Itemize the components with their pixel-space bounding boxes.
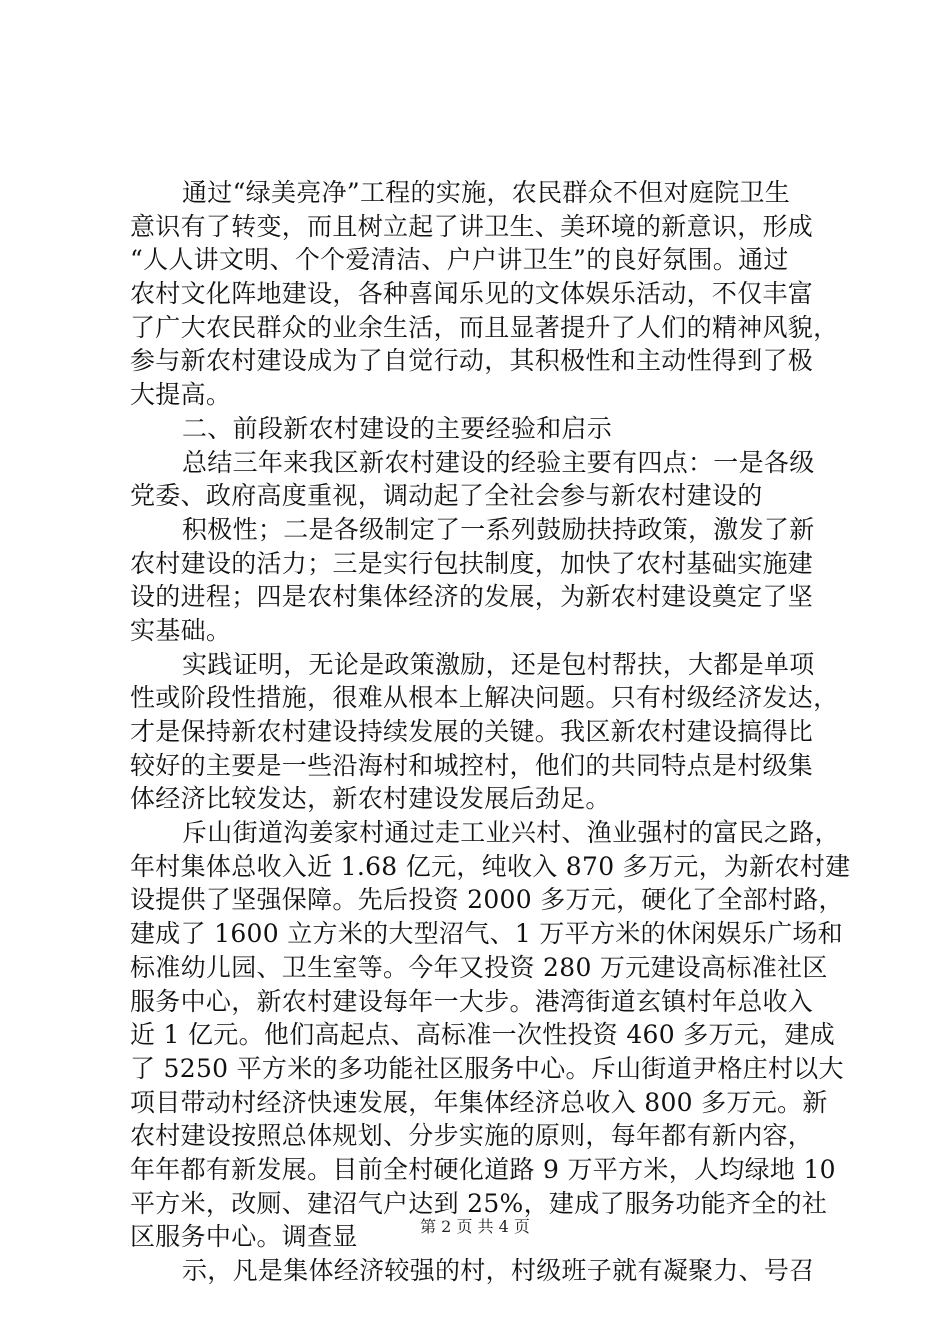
text-line: 斥山街道沟姜家村通过走工业兴村、渔业强村的富民之路， bbox=[182, 818, 840, 848]
text-line: 党委、政府高度重视，调动起了全社会参与新农村建设的 bbox=[130, 481, 763, 511]
text-line: 了 5250 平方米的多功能社区服务中心。斥山街道尹格庄村以大 bbox=[130, 1053, 844, 1083]
text-line: 性或阶段性措施，很难从根本上解决问题。只有村级经济发达， bbox=[130, 683, 839, 713]
text-line: 农村建设按照总体规划、分步实施的原则，每年都有新内容， bbox=[130, 1121, 814, 1151]
text-line: 设提供了坚强保障。先后投资 2000 多万元，硬化了全部村路， bbox=[130, 885, 844, 915]
text-line: 标准幼儿园、卫生室等。今年又投资 280 万元建设高标准社区 bbox=[130, 952, 828, 982]
text-line: 项目带动村经济快速发展，年集体经济总收入 800 多万元。新 bbox=[130, 1087, 828, 1117]
text-line: 才是保持新农村建设持续发展的关键。我区新农村建设搞得比 bbox=[130, 717, 814, 746]
text-line: 建成了 1600 立方米的大型沼气、1 万平方米的休闲娱乐广场和 bbox=[130, 919, 843, 949]
text-line: 参与新农村建设成为了自觉行动，其积极性和主动性得到了极 bbox=[130, 346, 814, 376]
section-heading: 二、前段新农村建设的主要经验和启示 bbox=[182, 413, 613, 443]
text-line: 较好的主要是一些沿海村和城控村，他们的共同特点是村级集 bbox=[130, 750, 814, 780]
text-line: 实基础。 bbox=[130, 615, 232, 645]
text-line: 农村建设的活力；三是实行包扶制度，加快了农村基础实施建 bbox=[130, 548, 814, 578]
text-line: 了广大农民群众的业余生活，而且显著提升了人们的精神风貌， bbox=[130, 312, 839, 342]
document-body bbox=[130, 176, 851, 1288]
text-line: 年村集体总收入近 1.68 亿元，纯收入 870 多万元，为新农村建 bbox=[130, 851, 851, 881]
text-line: 区服务中心。调查显 bbox=[130, 1222, 358, 1252]
text-line: 年年都有新发展。目前全村硬化道路 9 万平方米，人均绿地 10 bbox=[130, 1154, 836, 1184]
text-line: 设的进程；四是农村集体经济的发展，为新农村建设奠定了坚 bbox=[130, 582, 814, 612]
text-line: 体经济比较发达，新农村建设发展后劲足。 bbox=[130, 784, 611, 814]
text-line: 意识有了转变，而且树立起了讲卫生、美环境的新意识，形成 bbox=[130, 211, 814, 241]
text-line: 服务中心，新农村建设每年一大步。港湾街道玄镇村年总收入 bbox=[130, 986, 814, 1016]
text-line: 总结三年来我区新农村建设的经验主要有四点：一是各级 bbox=[182, 447, 815, 477]
text-line: 积极性；二是各级制定了一系列鼓励扶持政策，激发了新 bbox=[182, 514, 815, 544]
text-line: 平方米，改厕、建沼气户达到 25%，建成了服务功能齐全的社 bbox=[130, 1188, 828, 1218]
text-line: 近 1 亿元。他们高起点、高标准一次性投资 460 多万元，建成 bbox=[130, 1020, 836, 1050]
text-line: 示，凡是集体经济较强的村，村级班子就有凝聚力、号召 bbox=[182, 1256, 815, 1285]
text-line: 通过“绿美亮净”工程的实施，农民群众不但对庭院卫生 bbox=[182, 178, 791, 207]
text-line: 大提高。 bbox=[130, 380, 232, 410]
page-footer: 第 2 页 共 4 页 bbox=[420, 1217, 530, 1236]
text-line: 农村文化阵地建设，各种喜闻乐见的文体娱乐活动，不仅丰富 bbox=[130, 279, 814, 309]
text-line: “人人讲文明、个个爱清洁、户户讲卫生”的良好氛围。通过 bbox=[130, 245, 789, 275]
text-line: 实践证明，无论是政策激励，还是包村帮扶，大都是单项 bbox=[182, 649, 815, 679]
